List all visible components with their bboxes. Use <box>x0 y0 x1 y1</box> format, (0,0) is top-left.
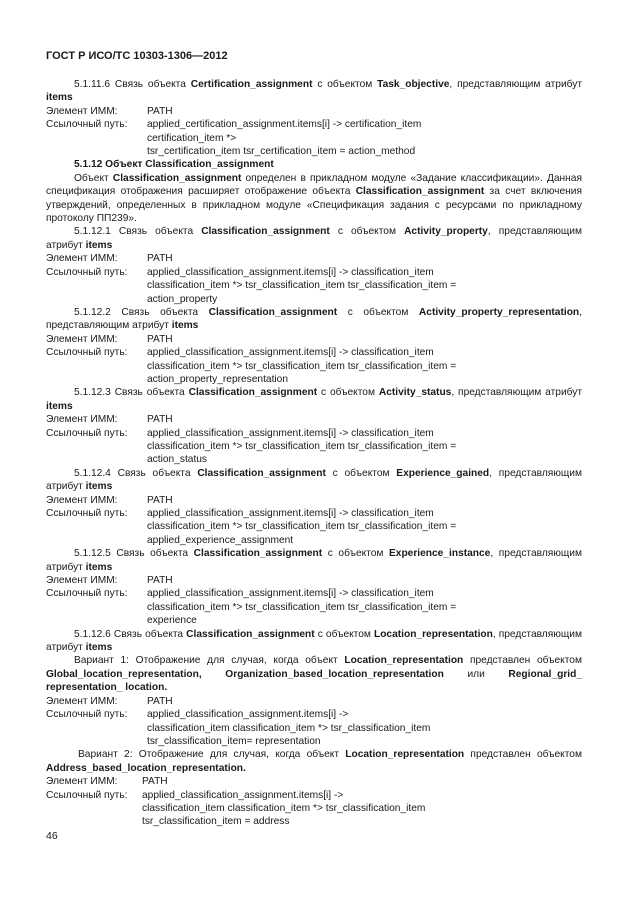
section-5-1-12-2-title: 5.1.12.2 Связь объекта Classification_assignment с объектом Activity_property_representation, представляющим атрибут items <box>46 306 582 332</box>
section-5-1-12-5-title: 5.1.12.5 Связь объекта Classification_assignment с объектом Experience_instance, представляющим атрибут items <box>46 548 582 573</box>
reference-path-row: Ссылочный путь: applied_classification_assignment.items[i] -> classification_item <box>46 427 434 439</box>
reference-path-continuation: classification_item *> tsr_classification_item tsr_classification_item = <box>147 440 457 452</box>
reference-path-row: Ссылочный путь: applied_classification_assignment.items[i] -> classification_item <box>46 508 434 519</box>
section-5-1-11-6-title: 5.1.11.6 Связь объекта Certification_assignment с объектом Task_objective, представляющим атрибут items <box>46 79 583 104</box>
document-body <box>46 78 582 829</box>
imm-element-row: Элемент ИММ: PATH <box>46 494 173 506</box>
variant-1-paragraph: Вариант 1: Отображение для случая, когда объект Location_representation представлен объектом Global_location_representation, Organization_based_location_representation или Regional_grid_ representation_ location. <box>46 655 582 694</box>
document-header: ГОСТ Р ИСО/ТС 10303-1306—2012 <box>46 50 228 62</box>
reference-path-continuation: action_status <box>147 454 208 466</box>
reference-path-continuation: classification_item *> tsr_classification_item tsr_classification_item = <box>147 360 457 372</box>
section-5-1-12-4-title: 5.1.12.4 Связь объекта Classification_assignment с объектом Experience_gained, представляющим атрибут items <box>46 467 583 493</box>
section-5-1-12-3-title: 5.1.12.3 Связь объекта Classification_assignment с объектом Activity_status, представляющим атрибут items <box>46 387 583 412</box>
imm-element-row: Элемент ИММ: PATH <box>46 575 173 587</box>
section-5-1-12-1-title: 5.1.12.1 Связь объекта Classification_assignment с объектом Activity_property, представляющим атрибут items <box>46 226 583 251</box>
reference-path-row: Ссылочный путь: applied_classification_assignment.items[i] -> classification_item <box>46 266 434 278</box>
reference-path-row: Ссылочный путь: applied_classification_assignment.items[i] -> classification_item <box>46 347 434 359</box>
reference-path-continuation: action_property <box>147 293 218 305</box>
reference-path-continuation: applied_experience_assignment <box>147 534 294 546</box>
section-5-1-12-paragraph: Объект Classification_assignment определен в прикладном модуле «Задание классификации». Данная спецификация отображения расширяет отображение объекта Classification_assignment за счет включения утверждений, определенных в прикладном модуле «Спецификация задания с ресурсами по прикладному протоколу ПП239». <box>46 172 582 225</box>
reference-path-continuation: classification_item classification_item *> tsr_classification_item <box>142 802 426 814</box>
reference-path-continuation: classification_item classification_item *> tsr_classification_item <box>147 722 431 734</box>
reference-path-continuation: tsr_classification_item= representation <box>147 735 321 747</box>
imm-element-row: Элемент ИММ: PATH <box>46 105 173 117</box>
reference-path-continuation: classification_item *> tsr_classification_item tsr_classification_item = <box>147 521 457 533</box>
section-5-1-12-heading: 5.1.12 Объект Classification_assignment <box>74 159 274 171</box>
reference-path-row: Ссылочный путь: applied_classification_assignment.items[i] -> classification_item <box>46 588 434 600</box>
imm-element-row: Элемент ИММ: PATH <box>46 776 168 788</box>
variant-2-paragraph: Вариант 2: Отображение для случая, когда объект Location_representation представлен объектом Address_based_location_representation. <box>46 749 582 774</box>
reference-path-continuation: classification_item *> tsr_classification_item tsr_classification_item = <box>147 601 457 613</box>
reference-path-continuation: certification_item *> <box>147 132 237 144</box>
reference-path-row: Ссылочный путь: applied_classification_assignment.items[i] -> <box>46 789 344 801</box>
reference-path-continuation: experience <box>147 615 197 627</box>
imm-element-row: Элемент ИММ: PATH <box>46 333 173 345</box>
imm-element-row: Элемент ИММ: PATH <box>46 414 173 426</box>
imm-element-row: Элемент ИММ: PATH <box>46 695 173 707</box>
reference-path-continuation: classification_item *> tsr_classification_item tsr_classification_item = <box>147 280 457 292</box>
reference-path-continuation: tsr_classification_item = address <box>142 816 290 828</box>
section-5-1-12-6-title: 5.1.12.6 Связь объекта Classification_assignment с объектом Location_representation, представляющим атрибут items <box>46 628 582 654</box>
reference-path-row: Ссылочный путь: applied_certification_assignment.items[i] -> certification_item <box>46 119 422 131</box>
reference-path-continuation: action_property_representation <box>147 373 289 385</box>
imm-element-row: Элемент ИММ: PATH <box>46 253 173 265</box>
reference-path-continuation: tsr_certification_item tsr_certification_item = action_method <box>147 146 416 158</box>
reference-path-row: Ссылочный путь: applied_classification_assignment.items[i] -> <box>46 709 349 721</box>
page-number: 46 <box>46 830 58 842</box>
